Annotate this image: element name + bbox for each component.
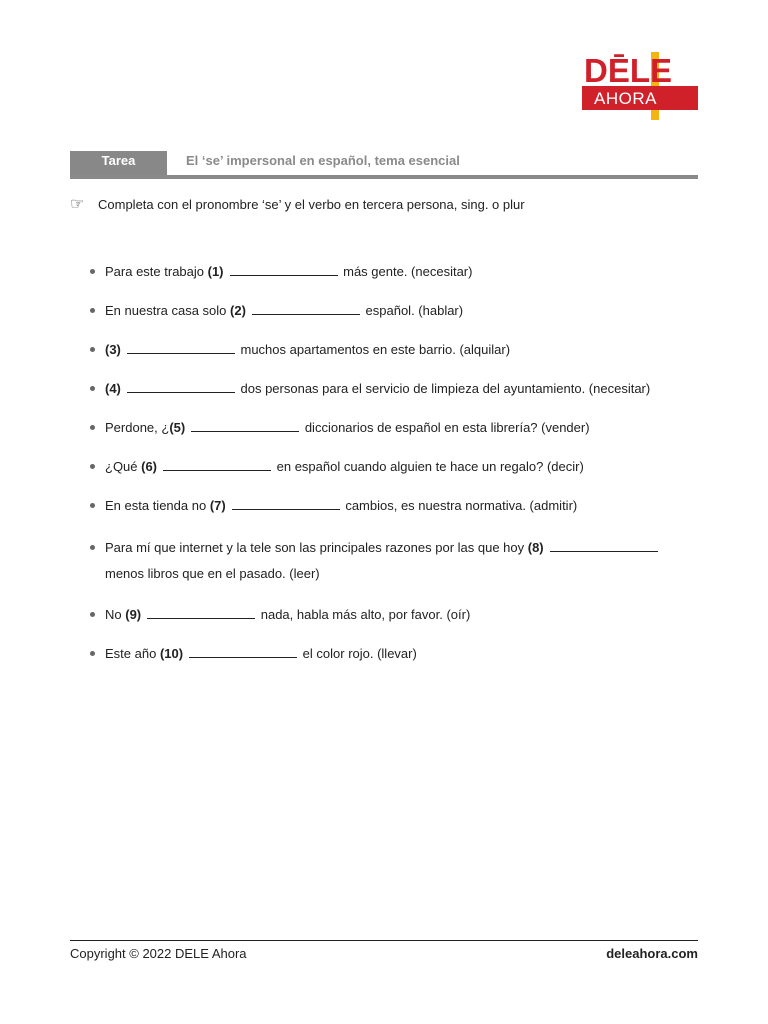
item-number: (2) — [230, 303, 246, 318]
dele-ahora-logo — [582, 52, 700, 122]
exercise-item — [90, 457, 700, 477]
bullet-icon — [90, 464, 95, 469]
exercise-item — [90, 379, 700, 399]
bullet-icon — [90, 386, 95, 391]
footer-copyright: Copyright © 2022 DELE Ahora — [70, 946, 247, 961]
exercise-item — [90, 340, 700, 360]
bullet-icon — [90, 269, 95, 274]
bullet-icon — [90, 651, 95, 656]
footer-site-link[interactable]: deleahora.com — [606, 946, 698, 961]
item-text-after: dos personas para el servicio de limpieza del ayuntamiento. (necesitar) — [236, 381, 651, 396]
item-text-after: muchos apartamentos en este barrio. (alquilar) — [236, 342, 511, 357]
exercise-item — [90, 262, 700, 282]
answer-blank[interactable] — [252, 302, 360, 315]
answer-blank[interactable] — [230, 263, 338, 276]
item-text-after: diccionarios de español en esta librería? (vender) — [301, 420, 590, 435]
answer-blank[interactable] — [163, 458, 271, 471]
task-title: El ‘se’ impersonal en español, tema esencial — [186, 153, 460, 168]
item-text-after: en español cuando alguien te hace un regalo? (decir) — [273, 459, 584, 474]
logo-wordmark-bottom: AHORA — [594, 89, 657, 108]
item-number: (8) — [527, 540, 544, 555]
header-rule — [70, 175, 698, 179]
item-text-after: cambios, es nuestra normativa. (admitir) — [341, 498, 578, 513]
item-text-after: más gente. (necesitar) — [339, 264, 473, 279]
item-text-after: nada, habla más alto, por favor. (oír) — [257, 607, 471, 622]
exercise-item — [90, 605, 700, 625]
answer-blank[interactable] — [127, 341, 235, 354]
logo-wordmark-top: DĒLE — [584, 52, 673, 89]
pointing-hand-icon: ☞ — [70, 196, 85, 213]
answer-blank[interactable] — [127, 380, 235, 393]
answer-blank[interactable] — [232, 497, 340, 510]
bullet-icon — [90, 612, 95, 617]
item-text-before: Para mí que internet y la tele son las principales razones por las que hoy — [105, 540, 528, 555]
item-text-before: ¿Qué — [105, 459, 142, 474]
item-number: (1) — [207, 264, 224, 279]
task-header — [70, 151, 698, 179]
exercise-item — [90, 301, 700, 321]
bullet-icon — [90, 545, 95, 550]
item-text-after: el color rojo. (llevar) — [299, 646, 417, 661]
item-number: (4) — [105, 381, 121, 396]
exercise-item — [90, 535, 700, 587]
bullet-icon — [90, 425, 95, 430]
item-number: (3) — [105, 342, 121, 357]
exercise-item — [90, 418, 700, 438]
item-number: (7) — [209, 498, 226, 513]
answer-blank[interactable] — [147, 606, 255, 619]
item-number: (5) — [169, 420, 186, 435]
footer-rule — [70, 940, 698, 941]
answer-blank[interactable] — [191, 419, 299, 432]
item-text-before: En esta tienda no — [105, 498, 210, 513]
task-tag: Tarea — [70, 151, 167, 176]
instruction-text: Completa con el pronombre ‘se’ y el verbo en tercera persona, sing. o plur — [98, 197, 525, 212]
answer-blank[interactable] — [550, 539, 658, 552]
item-text-after: español. (hablar) — [361, 303, 464, 318]
answer-blank[interactable] — [189, 645, 297, 658]
exercise-list — [90, 262, 700, 664]
item-text-after: menos libros que en el pasado. (leer) — [105, 566, 320, 581]
exercise-item — [90, 644, 700, 664]
bullet-icon — [90, 347, 95, 352]
item-number: (6) — [141, 459, 158, 474]
bullet-icon — [90, 308, 95, 313]
exercise-item — [90, 496, 700, 516]
bullet-icon — [90, 503, 95, 508]
item-text-before: En nuestra casa solo — [105, 303, 231, 318]
instruction — [70, 196, 698, 214]
item-text-before: No — [105, 607, 126, 622]
item-number: (10) — [159, 646, 184, 661]
item-text-before: Para este trabajo — [105, 264, 208, 279]
item-text-before: Este año — [105, 646, 160, 661]
item-text-before: Perdone, ¿ — [105, 420, 170, 435]
item-number: (9) — [125, 607, 142, 622]
